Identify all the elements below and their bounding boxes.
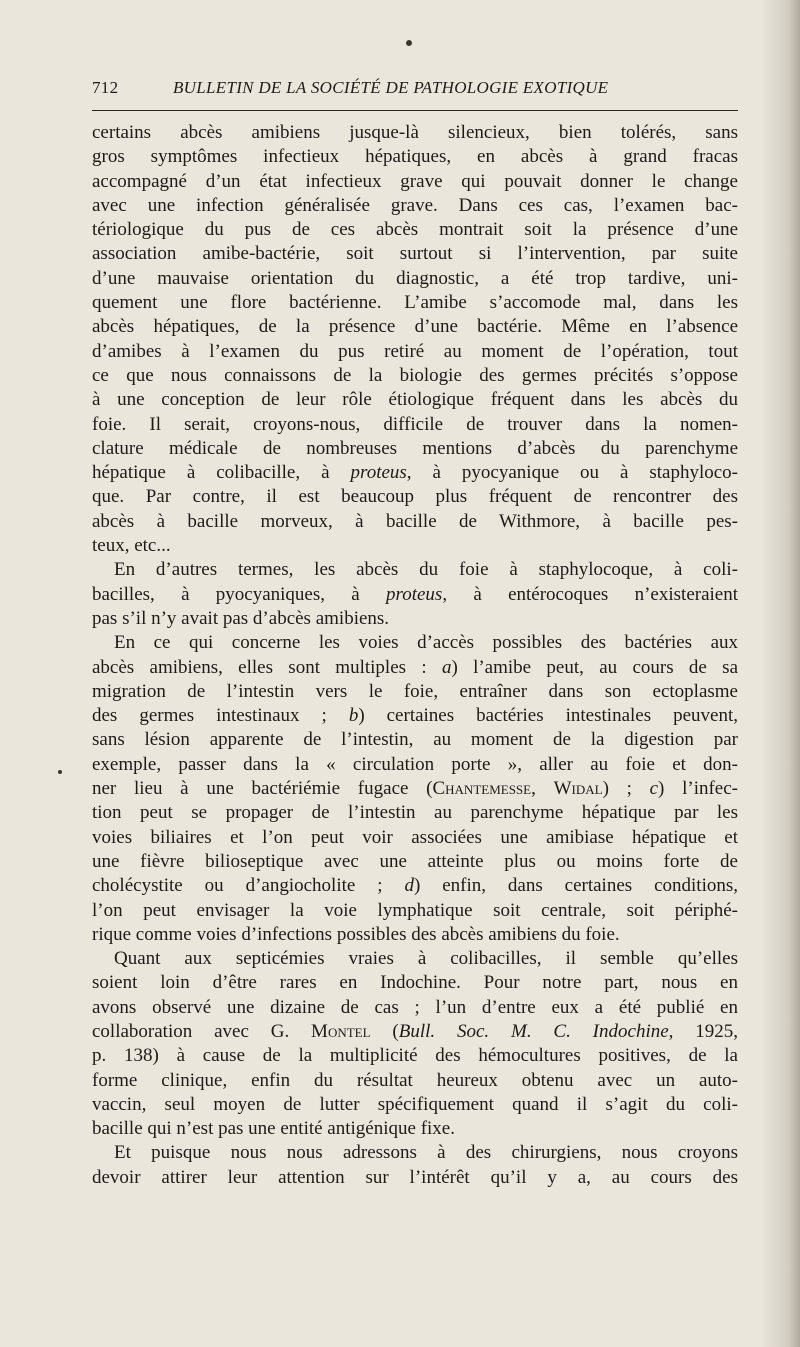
text-line: En ce qui concerne les voies d’accès possibles des bactéries aux xyxy=(114,632,738,654)
body-text xyxy=(92,121,738,1190)
italic-term: d xyxy=(404,875,414,897)
author-name: Chantemesse xyxy=(432,778,532,800)
text-run: ) certaines bactéries intestinales peuvent, xyxy=(358,705,738,727)
text-line: soient loin d’être rares en Indochine. Pour notre part, nous en xyxy=(92,972,738,994)
text-line: avons observé une dizaine de cas ; l’un d’entre eux a été publié en xyxy=(92,996,738,1018)
page-number: 712 xyxy=(92,78,119,97)
text-line: certains abcès amibiens jusque-là silencieux, bien tolérés, sans xyxy=(92,122,738,143)
text-line: voies biliaires et l’on peut voir associées une amibiase hépatique et xyxy=(92,826,738,848)
text-line: quement une flore bactérienne. L’amibe s’accomode mal, dans les xyxy=(92,292,738,314)
text-line: migration de l’intestin vers le foie, entraîner dans son ectoplasme xyxy=(92,680,738,702)
running-head xyxy=(92,78,738,104)
italic-term: proteus xyxy=(350,462,407,484)
text-line: d’une mauvaise orientation du diagnostic, a été trop tardive, uni- xyxy=(92,267,738,289)
text-line: abcès à bacille morveux, à bacille de Withmore, à bacille pes- xyxy=(92,510,738,532)
text-line: sans lésion apparente de l’intestin, au moment de la digestion par xyxy=(92,729,738,751)
text-run: ner lieu à une bactériémie fugace ( xyxy=(92,778,433,800)
italic-term: a xyxy=(441,656,452,678)
text-run: ) l’amibe peut, au cours de sa xyxy=(451,656,738,678)
text-line: tériologique du pus de ces abcès montrait soit la présence d’une xyxy=(92,219,738,241)
text-line: association amibe-bactérie, soit surtout si l’intervention, par suite xyxy=(92,243,738,265)
text-line: exemple, passer dans la « circulation porte », aller au foie et don- xyxy=(92,753,738,775)
journal-title: BULLETIN DE LA SOCIÉTÉ DE PATHOLOGIE EXOTIQUE xyxy=(173,78,609,97)
text-line: teux, etc... xyxy=(92,535,171,557)
text-line: Et puisque nous nous adressons à des chirurgiens, nous croyons xyxy=(114,1142,738,1164)
text-run: hépatique à colibacille, à xyxy=(92,462,351,484)
text-run: , xyxy=(531,778,554,800)
text-line: accompagné d’un état infectieux grave qui pouvait donner le change xyxy=(92,170,738,192)
text-run: ) ; xyxy=(602,778,650,800)
text-line xyxy=(92,874,738,898)
text-line: abcès hépatiques, de la présence d’une bactérie. Même en l’absence xyxy=(92,316,738,338)
text-line: pas s’il n’y avait pas d’abcès amibiens. xyxy=(92,607,390,629)
author-name: Montel xyxy=(311,1020,371,1042)
print-dot xyxy=(406,40,412,46)
text-line: l’on peut envisager la voie lymphatique soit centrale, soit périphé- xyxy=(92,899,738,921)
text-line: à une conception de leur rôle étiologique fréquent dans les abcès du xyxy=(92,389,738,411)
text-run: collaboration avec G. xyxy=(92,1020,312,1042)
text-run: abcès amibiens, elles sont multiples : xyxy=(92,656,442,678)
citation-title: Bull. Soc. M. C. Indochine xyxy=(398,1020,669,1042)
text-line: foie. Il serait, croyons-nous, difficile de trouver dans la nomen- xyxy=(92,413,738,435)
text-line: p. 138) à cause de la multiplicité des hémocultures positives, de la xyxy=(92,1045,738,1067)
text-line: avec une infection généralisée grave. Dans ces cas, l’examen bac- xyxy=(92,194,738,216)
text-line xyxy=(92,777,738,801)
text-line: rique comme voies d’infections possibles des abcès amibiens du foie. xyxy=(92,923,620,945)
italic-term: proteus xyxy=(386,583,443,605)
text-line: ce que nous connaissons de la biologie des germes précités s’oppose xyxy=(92,364,738,386)
text-line xyxy=(92,656,738,680)
page-edge-shadow xyxy=(760,0,800,1347)
margin-mark xyxy=(58,770,62,774)
italic-term: c xyxy=(649,778,659,800)
text-line: vaccin, seul moyen de lutter spécifiquement quand il s’agit du coli- xyxy=(92,1093,738,1115)
italic-term: b xyxy=(348,705,359,727)
text-line: d’amibes à l’examen du pus retiré au moment de l’opération, tout xyxy=(92,340,738,362)
text-line: une fièvre bilioseptique avec une atteinte plus ou moins forte de xyxy=(92,850,738,872)
text-line: tion peut se propager de l’intestin au parenchyme hépatique par les xyxy=(92,802,738,824)
text-run: ( xyxy=(370,1020,399,1042)
text-line: Quant aux septicémies vraies à colibacilles, il semble qu’elles xyxy=(114,948,738,970)
text-line: que. Par contre, il est beaucoup plus fréquent de rencontrer des xyxy=(92,486,738,508)
text-line: gros symptômes infectieux hépatiques, en abcès à grand fracas xyxy=(92,146,738,168)
text-line xyxy=(92,704,738,728)
text-line: devoir attirer leur attention sur l’intérêt qu’il y a, au cours des xyxy=(92,1166,738,1188)
text-run: des germes intestinaux ; xyxy=(92,705,349,727)
text-line xyxy=(92,583,738,607)
text-line: En d’autres termes, les abcès du foie à staphylocoque, à coli- xyxy=(114,559,738,581)
text-run: , à entérocoques n’existeraient xyxy=(442,583,738,605)
text-line xyxy=(92,461,738,485)
text-run: ) l’infec- xyxy=(658,778,738,800)
text-line: bacille qui n’est pas une entité antigénique fixe. xyxy=(92,1118,455,1140)
text-run: ) enfin, dans certaines conditions, xyxy=(413,875,738,897)
text-run: cholécystite ou d’angiocholite ; xyxy=(92,875,405,897)
text-line: clature médicale de nombreuses mentions d’abcès du parenchyme xyxy=(92,437,738,459)
text-run: , à pyocyanique ou à staphyloco- xyxy=(406,462,738,484)
text-run: , 1925, xyxy=(668,1020,738,1042)
text-line xyxy=(92,1020,738,1044)
text-line: forme clinique, enfin du résultat heureux obtenu avec un auto- xyxy=(92,1069,738,1091)
text-run: bacilles, à pyocyaniques, à xyxy=(92,583,387,605)
author-name: Widal xyxy=(553,778,603,800)
header-rule xyxy=(92,110,738,111)
